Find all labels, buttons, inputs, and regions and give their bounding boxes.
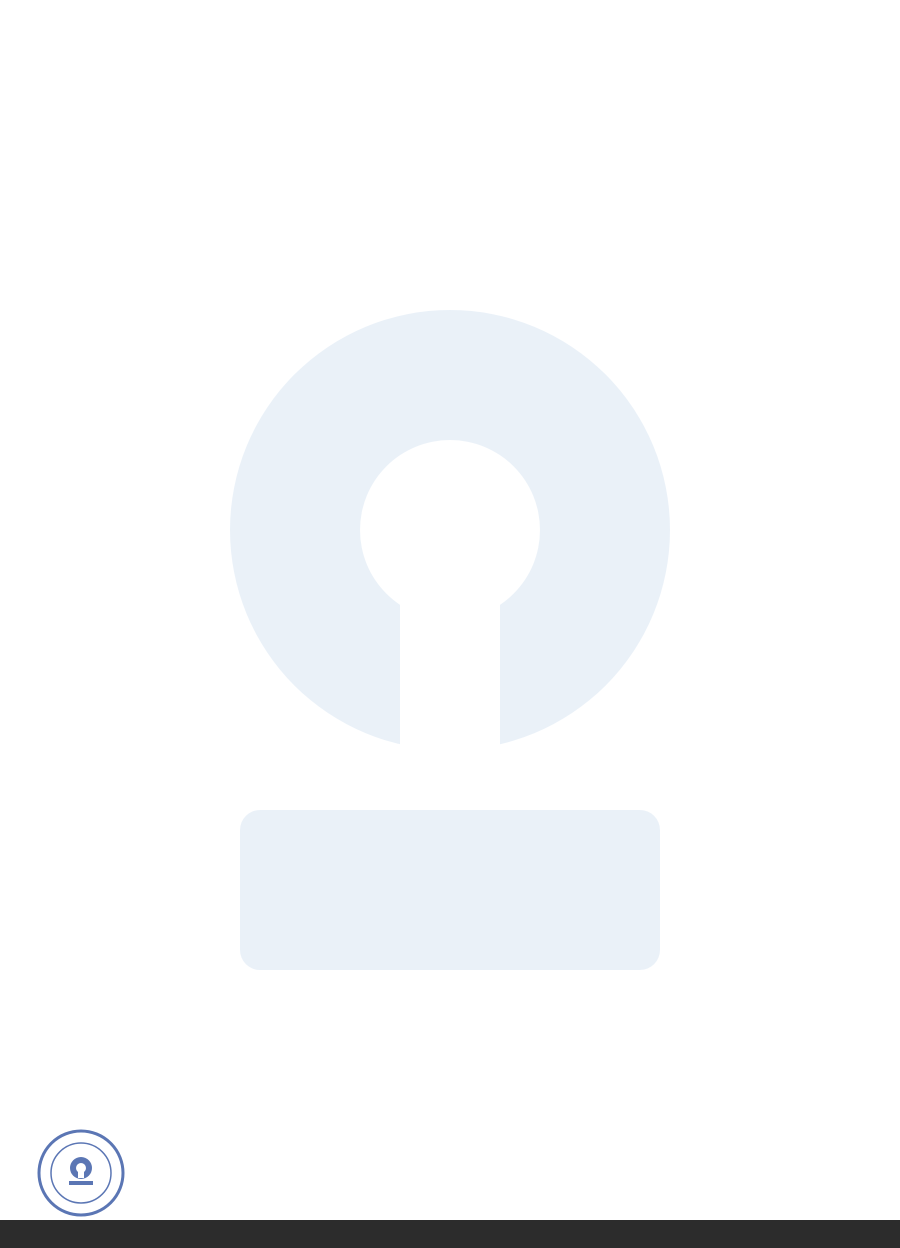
- border-top: [0, 22, 900, 62]
- document-body: [90, 200, 810, 248]
- border-right: [830, 65, 870, 1165]
- footer-bar: [0, 1220, 900, 1248]
- seal-stamp-icon: [36, 1128, 126, 1218]
- border-bottom: [0, 1172, 900, 1212]
- watermark-logo-icon: [200, 230, 700, 990]
- border-left: [30, 65, 70, 1165]
